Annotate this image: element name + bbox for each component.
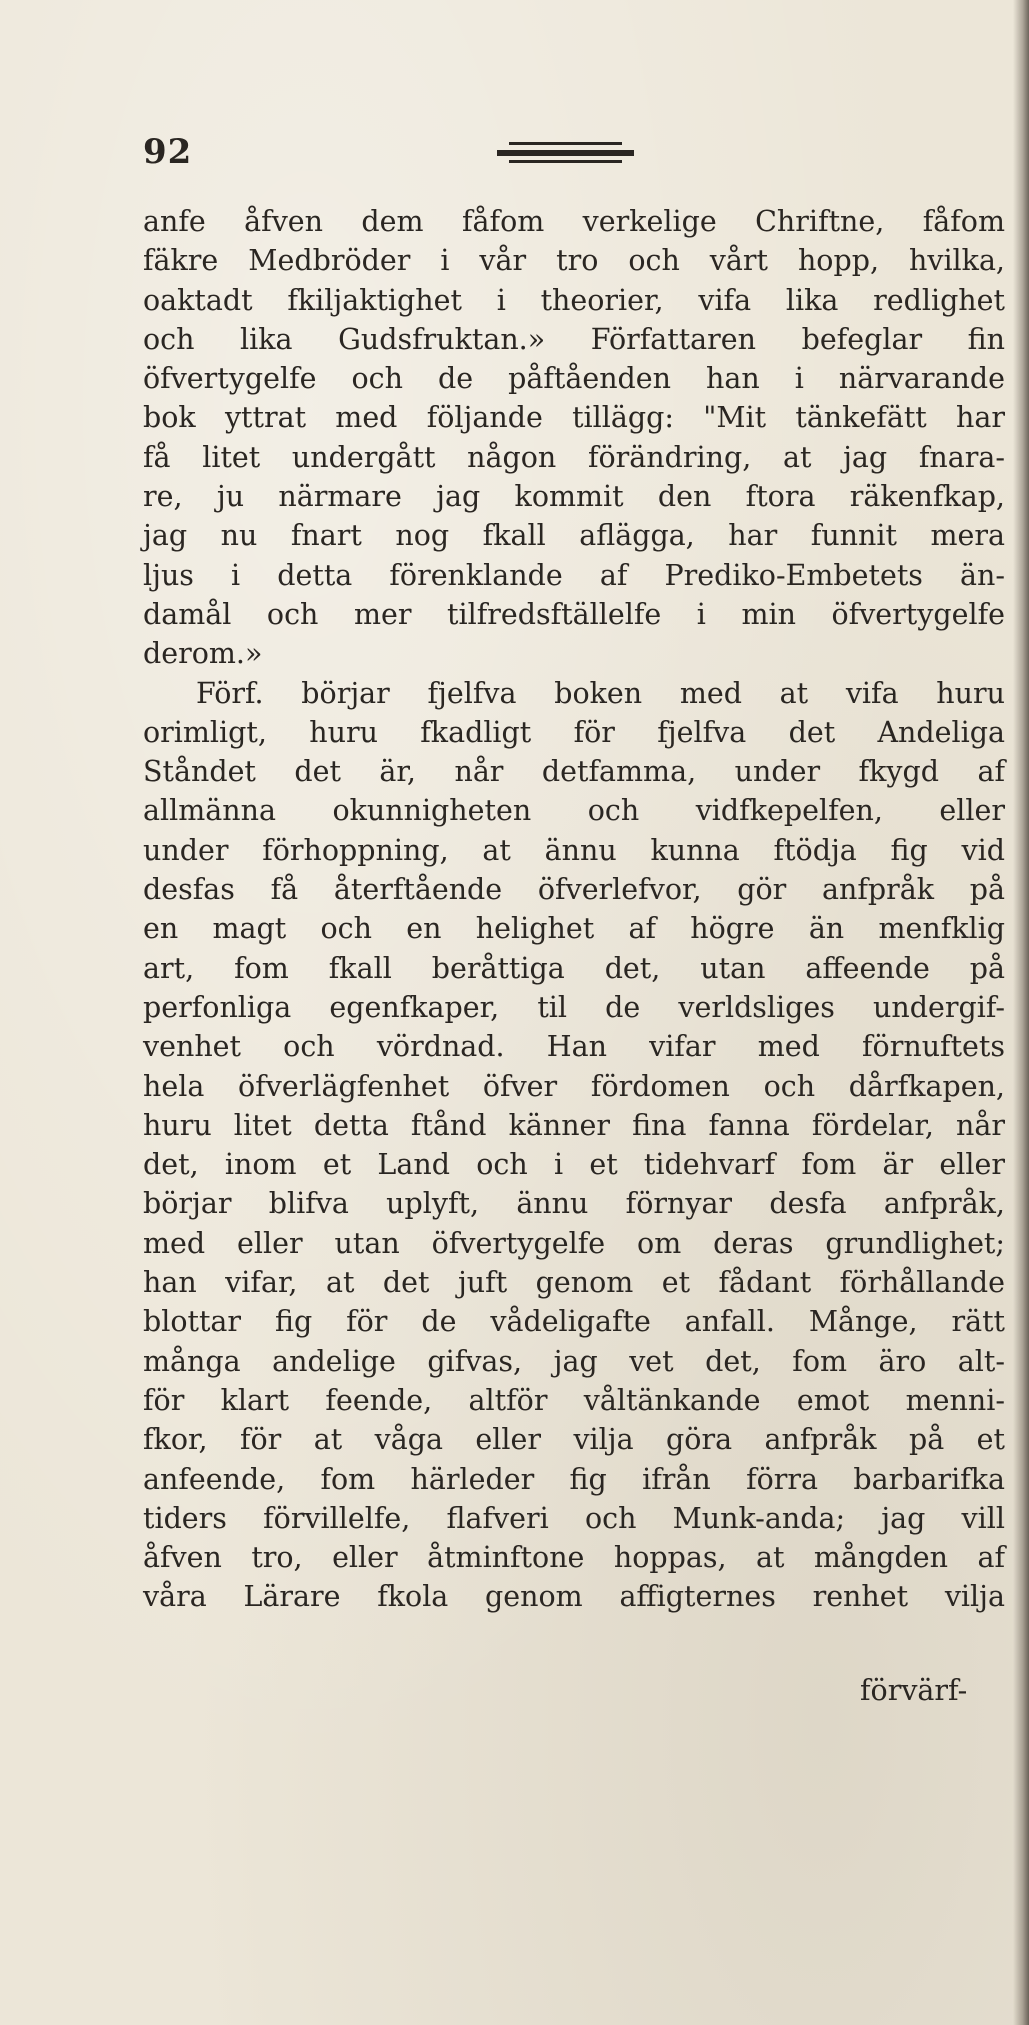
text-line: damål och mer tilfredsftällelfe i min öfvertygelfe bbox=[143, 597, 1005, 631]
text-line: blottar fig för de vådeligafte anfall. Månge, rätt bbox=[143, 1305, 1005, 1339]
ornament-rule-top bbox=[509, 142, 622, 145]
text-line: hela öfverlägfenhet öfver fördomen och dårfkapen, bbox=[143, 1069, 1005, 1103]
text-line: han vifar, at det juft genom et fådant förhållande bbox=[143, 1266, 1005, 1300]
ornament-rule-middle bbox=[497, 150, 634, 156]
text-line: jag nu fnart nog fkall aflägga, har funnit mera bbox=[143, 519, 1005, 553]
text-line: det, inom et Land och i et tidehvarf fom är eller bbox=[143, 1148, 1005, 1182]
text-line: anfe åfven dem fåfom verkelige Chriftne, fåfom bbox=[143, 205, 1005, 238]
text-line: öfvertygelfe och de påftåenden han i närvarande bbox=[143, 362, 1005, 396]
text-line: fäkre Medbröder i vår tro och vårt hopp, hvilka, bbox=[143, 244, 1005, 278]
text-line: oaktadt fkiljaktighet i theorier, vifa lika redlighet bbox=[143, 283, 1005, 317]
text-line: Ståndet det är, når detfamma, under fkygd af bbox=[143, 755, 1005, 789]
text-line: orimligt, huru fkadligt för fjelfva det Andeliga bbox=[143, 715, 1005, 749]
text-line: derom.» bbox=[143, 637, 263, 671]
header-ornament bbox=[497, 142, 634, 164]
text-line: ljus i detta förenklande af Prediko-Embetets än- bbox=[143, 558, 1005, 592]
text-line: och lika Gudsfruktan.» Författaren befeglar fin bbox=[143, 322, 1005, 356]
text-line: huru litet detta ftånd känner fina fanna fördelar, når bbox=[143, 1108, 1005, 1142]
text-line: under förhoppning, at ännu kunna ftödja fig vid bbox=[143, 833, 1005, 867]
catchword: förvärf- bbox=[860, 1674, 968, 1707]
text-line: en magt och en helighet af högre än menfklig bbox=[143, 912, 1005, 946]
ornament-rule-bottom bbox=[509, 160, 622, 163]
text-line: art, fom fkall beråttiga det, utan affeende på bbox=[143, 951, 1005, 985]
text-line: med eller utan öfvertygelfe om deras grundlighet; bbox=[143, 1226, 1005, 1260]
text-line: tiders förvillelfe, flafveri och Munk-anda; jag vill bbox=[143, 1501, 1005, 1535]
text-line: re, ju närmare jag kommit den ftora räkenfkap, bbox=[143, 480, 1005, 514]
text-line: fkor, för at våga eller vilja göra anfpråk på et bbox=[143, 1423, 1005, 1457]
text-line: åfven tro, eller åtminftone hoppas, at mångden af bbox=[143, 1541, 1005, 1575]
page-edge-shadow bbox=[1013, 0, 1029, 2025]
text-line: perfonliga egenfkaper, til de verldsliges undergif- bbox=[143, 990, 1005, 1024]
text-line: för klart feende, altför våltänkande emot menni- bbox=[143, 1383, 1005, 1417]
text-line: allmänna okunnigheten och vidfkepelfen, eller bbox=[143, 794, 1005, 828]
text-line: desfas få återftående öfverlefvor, gör anfpråk på bbox=[143, 873, 1005, 907]
text-line: venhet och vördnad. Han vifar med förnuftets bbox=[143, 1030, 1005, 1064]
page-number: 92 bbox=[143, 132, 193, 172]
paragraph-start-line: Förf. börjar fjelfva boken med at vifa huru bbox=[196, 676, 1005, 710]
text-line: våra Lärare fkola genom affigternes renhet vilja bbox=[143, 1580, 1005, 1614]
body-text bbox=[143, 202, 1005, 1617]
text-line: anfeende, fom härleder fig ifrån förra barbarifka bbox=[143, 1462, 1005, 1496]
text-line: få litet undergått någon förändring, at jag fnara- bbox=[143, 440, 1005, 474]
text-line: bok yttrat med följande tillägg: "Mit tänkefätt har bbox=[143, 401, 1005, 435]
text-line: många andelige gifvas, jag vet det, fom äro alt- bbox=[143, 1344, 1005, 1378]
text-line: börjar blifva uplyft, ännu förnyar desfa anfpråk, bbox=[143, 1187, 1005, 1221]
